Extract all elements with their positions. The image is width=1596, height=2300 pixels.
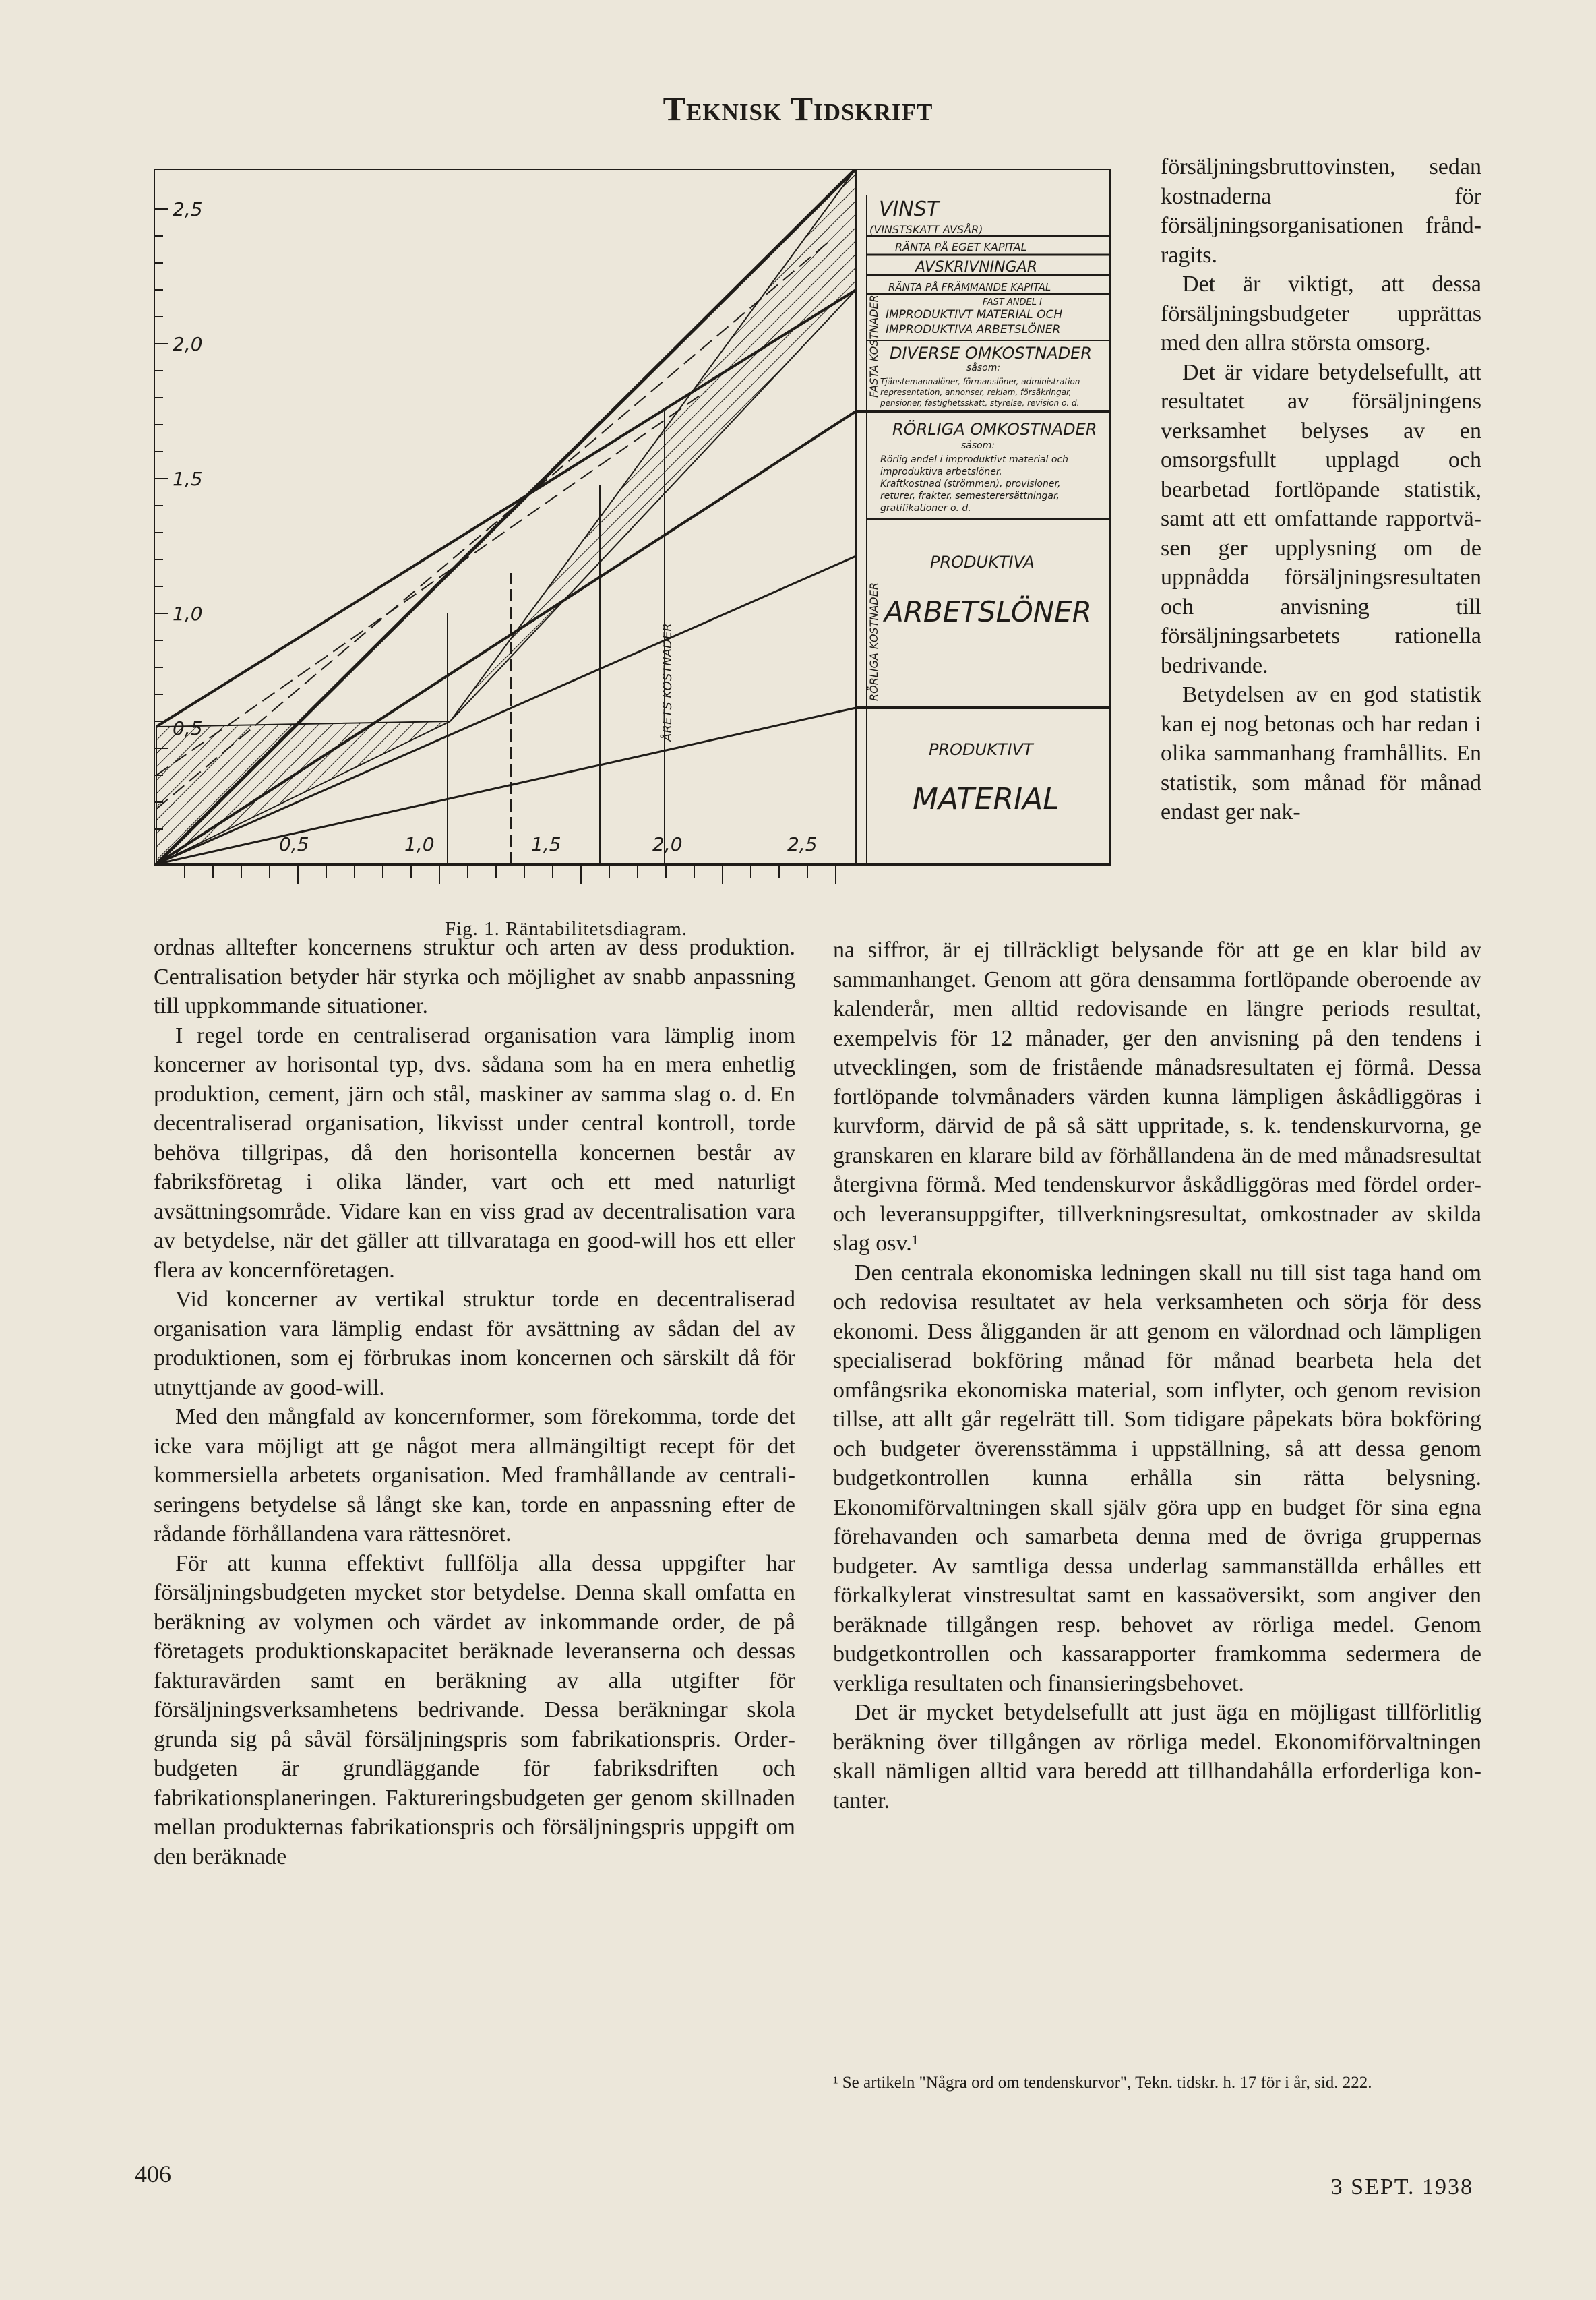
x-tick-label: 1,0 (404, 833, 435, 855)
paragraph: na siffror, är ej tillräckligt belysande för att ge en klar bild av sammanhanget. Genom att göra densamma fortlöpande oberoende av kalenderår, men alltid redovisande en längre periods resultat, exempelvis för 12 månader, ger den anvisning på den tendens i utvecklingen, som de fristående månadsresultaten ej förmå. Dessa fortlöpande tolvmånaders värden kunna lämpligen åskådliggöras i kurvform, därvid de på så sätt uppritade, s. k. tendenskurvorna, ge granskaren en klarare bild av förhållandena än de med månadsresultat återgivna förmå. Med tendenskurvor åskådliggöras med fördel order- och leveransuppgifter, tillverkningsresultat, omkostnader av skilda slag osv.¹ (833, 938, 1481, 1256)
y-tick-label: 1,5 (173, 468, 203, 490)
left-column (154, 933, 795, 1871)
page-number: 406 (135, 2160, 171, 2187)
diagram-svg (154, 169, 1111, 900)
legend-ranta-frammande: RÄNTA PÅ FRÄMMANDE KAPITAL (888, 281, 1051, 293)
paragraph: Med den mångfald av koncernformer, som förekomma, torde det icke vara möjligt att ge något mera allmängiltigt recept för det kommersiella arbetets organisation. Med framhållande av centraliseringens betydelse så långt ske kan, torde en anpassning efter de rådande förhållandena vara rättesnöret. (154, 1404, 795, 1546)
profit-area (450, 169, 856, 721)
arets-kostnader-label: ÅRETS KOSTNADER (661, 623, 675, 742)
legend-rorliga-detail: gratifikationer o. d. (880, 503, 971, 514)
legend-rorliga-detail: returer, frakter, semesterersättningar, (880, 491, 1060, 502)
legend-diverse-detail: pensioner, fastighetsskatt, styrelse, revision o. d. (880, 398, 1080, 408)
legend-arbetsloner: ARBETSLÖNER (884, 595, 1092, 628)
footnote: ¹ Se artikeln "Några ord om tendenskurvor", Tekn. tidskr. h. 17 för i år, sid. 222. (833, 2074, 1372, 2092)
legend-vinstskatt: (VINSTSKATT AVSÅR) (869, 223, 983, 236)
legend-rorliga-detail: Rörlig andel i improduktivt material och (880, 454, 1069, 465)
paragraph: Betydelsen av en god statistik kan ej nog betonas och har redan i olika sammanhang framhållits. En statistik, som månad för månad endast ger nak- (1161, 682, 1481, 824)
paragraph: ordnas alltefter koncernens struktur och arten av dess produktion. Centralisation betyder här styrka och möjlighet av snabb anpassning till uppkommande situationer. (154, 935, 795, 1019)
legend-produktivt: PRODUKTIVT (929, 740, 1033, 759)
paragraph: Vid koncerner av vertikal struktur torde en decentraliserad organisation vara lämplig endast för avsättning av sådan del av produktionen, som ej förbrukas inom koncernen och särskilt då för utnyttjande av good-will. (154, 1287, 795, 1400)
issue-date: 3 SEPT. 1938 (1330, 2175, 1473, 2200)
legend-rorliga-detail: improduktiva arbetslöner. (880, 466, 1002, 477)
revenue-line (156, 169, 856, 864)
dashed-line-2 (156, 391, 706, 775)
paragraph: För att kunna effektivt fullfölja alla dessa uppgifter har försäljningsbudgeten mycket stor betydelse. Denna skall omfatta en beräkning av volymen och värdet av inkommande order, de på företagets produktionskapacitet beräknade leveranserna och dessas fakturavärden samt en beräkning av alla utgifter för försäljningsverksamhetens bedrivande. Dessa beräkningar skola grunda sig på såväl försäljningspris som fabrikationspris. Orderbudgeten är grundläggande för fabriksdriften och fabrikationsplaneringen. Faktureringsbudgeten ger genom skillnaden mellan produkternas fabrikationspris och försäljningspris uppgift om den beräknade (154, 1550, 795, 1869)
legend-improduktiva: IMPRODUKTIVA ARBETSLÖNER (886, 323, 1061, 336)
right-column-top (1161, 152, 1481, 827)
paragraph: Den centrala ekonomiska ledningen skall nu till sist taga hand om och redovisa resultatet av hela verksamheten och sörja för dess ekonomi. Dess åligganden är att genom en välordnad och lämpligen specialiserad bokföring månad för månad bearbeta hela det omfångsrika ekonomiska material, som inflyter, och genom revision tillse, att allt går regelrätt till. Som tidigare påpekats böra bokföring och budgeter överensstämma i uppställning, så att dessa genom budgetkontrollen kunna erhålla sin rätta belysning. Ekonomiförvaltningen skall själv göra upp en budget för sina egna förehavanden och samarbeta denna med de övriga gruppernas budgeter. Av samtliga dessa underlag sammanställda erhålles ett förkalkylerat vinstresultat samt en kassaöversikt, som angiver den beräknade tillgången resp. behovet av rörliga medel. Genom budgetkontrollen och kassarapporter framkomma sedermera de verkliga resultaten och finansieringsbehovet. (833, 1260, 1481, 1696)
legend-diverse-detail: Tjänstemannalöner, förmanslöner, administration (880, 377, 1080, 386)
legend-ranta-eget: RÄNTA PÅ EGET KAPITAL (895, 241, 1027, 253)
paragraph: försäljningsbruttovinsten, sedan kostnaderna för försäljningsorganisationen fråndragits. (1161, 154, 1481, 268)
x-tick-label: 2,0 (652, 833, 683, 855)
x-tick-label: 2,5 (787, 833, 818, 855)
legend-fast-andel: FAST ANDEL I (983, 297, 1042, 307)
paragraph: Det är vidare betydelsefullt, att resultatet av försäljningens verksamhet belyses av en omsorgsfullt upplagd och bearbetad fortlöpande statistik, samt att ett omfattande rapportväsen ger upplysning om de uppnådda försäljningsresultaten och anvisning till försäljningsarbetets rationella bedrivande. (1161, 359, 1481, 678)
y-tick-label: 1,0 (173, 603, 203, 625)
legend-produktiva: PRODUKTIVA (930, 553, 1035, 572)
legend-vinst: VINST (879, 198, 940, 221)
y-tick-label: 2,5 (173, 198, 203, 220)
legend-rorliga-detail: Kraftkostnad (strömmen), provisioner, (880, 479, 1061, 489)
figure-caption: Fig. 1. Räntabilitetsdiagram. (445, 918, 688, 940)
wage-line (156, 556, 856, 864)
legend-sasom-2: såsom: (961, 440, 995, 451)
y-tick-label: 2,0 (173, 333, 203, 355)
paragraph: Det är viktigt, att dessa försäljningsbudgeter upprättas med den allra största omsorg. (1161, 272, 1481, 355)
legend-rorliga-kostnader: RÖRLIGA KOSTNADER (867, 582, 880, 701)
x-axis-ticks (185, 864, 836, 884)
legend-material: MATERIAL (913, 782, 1060, 816)
x-tick-label: 1,5 (531, 833, 561, 855)
legend-rorliga-omkostnader: RÖRLIGA OMKOSTNADER (892, 420, 1097, 439)
paragraph: I regel torde en centraliserad organisation vara lämplig inom koncerner av horisontal typ, dvs. sådana som ha en mera enhetlig produktion, cement, järn och stål, maskiner av samma slag o. d. En decentraliserad organisation, likvisst under central kontroll, torde behöva tillgripas, då den horisontella koncernen består av fabriksföretag i olika länder, vart och ett med naturligt avsättningsområde. Vidare kan en viss grad av decentralisation vara av betydelse, när det gäller att tillvaratagа en good-will hos ett eller flera av koncernföretagen. (154, 1023, 795, 1283)
legend-diverse-detail: representation, annonser, reklam, försäkringar, (880, 388, 1072, 397)
variable-cost-line (156, 411, 856, 864)
legend-sasom-1: såsom: (966, 363, 1001, 373)
journal-header: Teknisk Tidskrift (663, 90, 933, 127)
legend-avskrivningar: AVSKRIVNINGAR (915, 259, 1038, 276)
paragraph: Det är mycket betydelsefullt att just äga en möjligast tillförlitlig beräkning över tillgången av rörliga medel. Ekonomiförvaltningen skall nämligen alltid vara beredd att tillhandahålla erforderliga kontanter. (833, 1700, 1481, 1813)
profitability-diagram (154, 169, 1111, 900)
y-tick-label: 0,5 (173, 717, 203, 739)
x-tick-label: 0,5 (279, 833, 309, 855)
legend-improduktivt: IMPRODUKTIVT MATERIAL OCH (886, 308, 1063, 322)
dashed-line-1 (156, 243, 828, 809)
right-column-bottom (833, 936, 1481, 1815)
legend-diverse: DIVERSE OMKOSTNADER (890, 344, 1093, 363)
legend-fasta-kostnader: FASTA KOSTNADER (867, 295, 880, 398)
